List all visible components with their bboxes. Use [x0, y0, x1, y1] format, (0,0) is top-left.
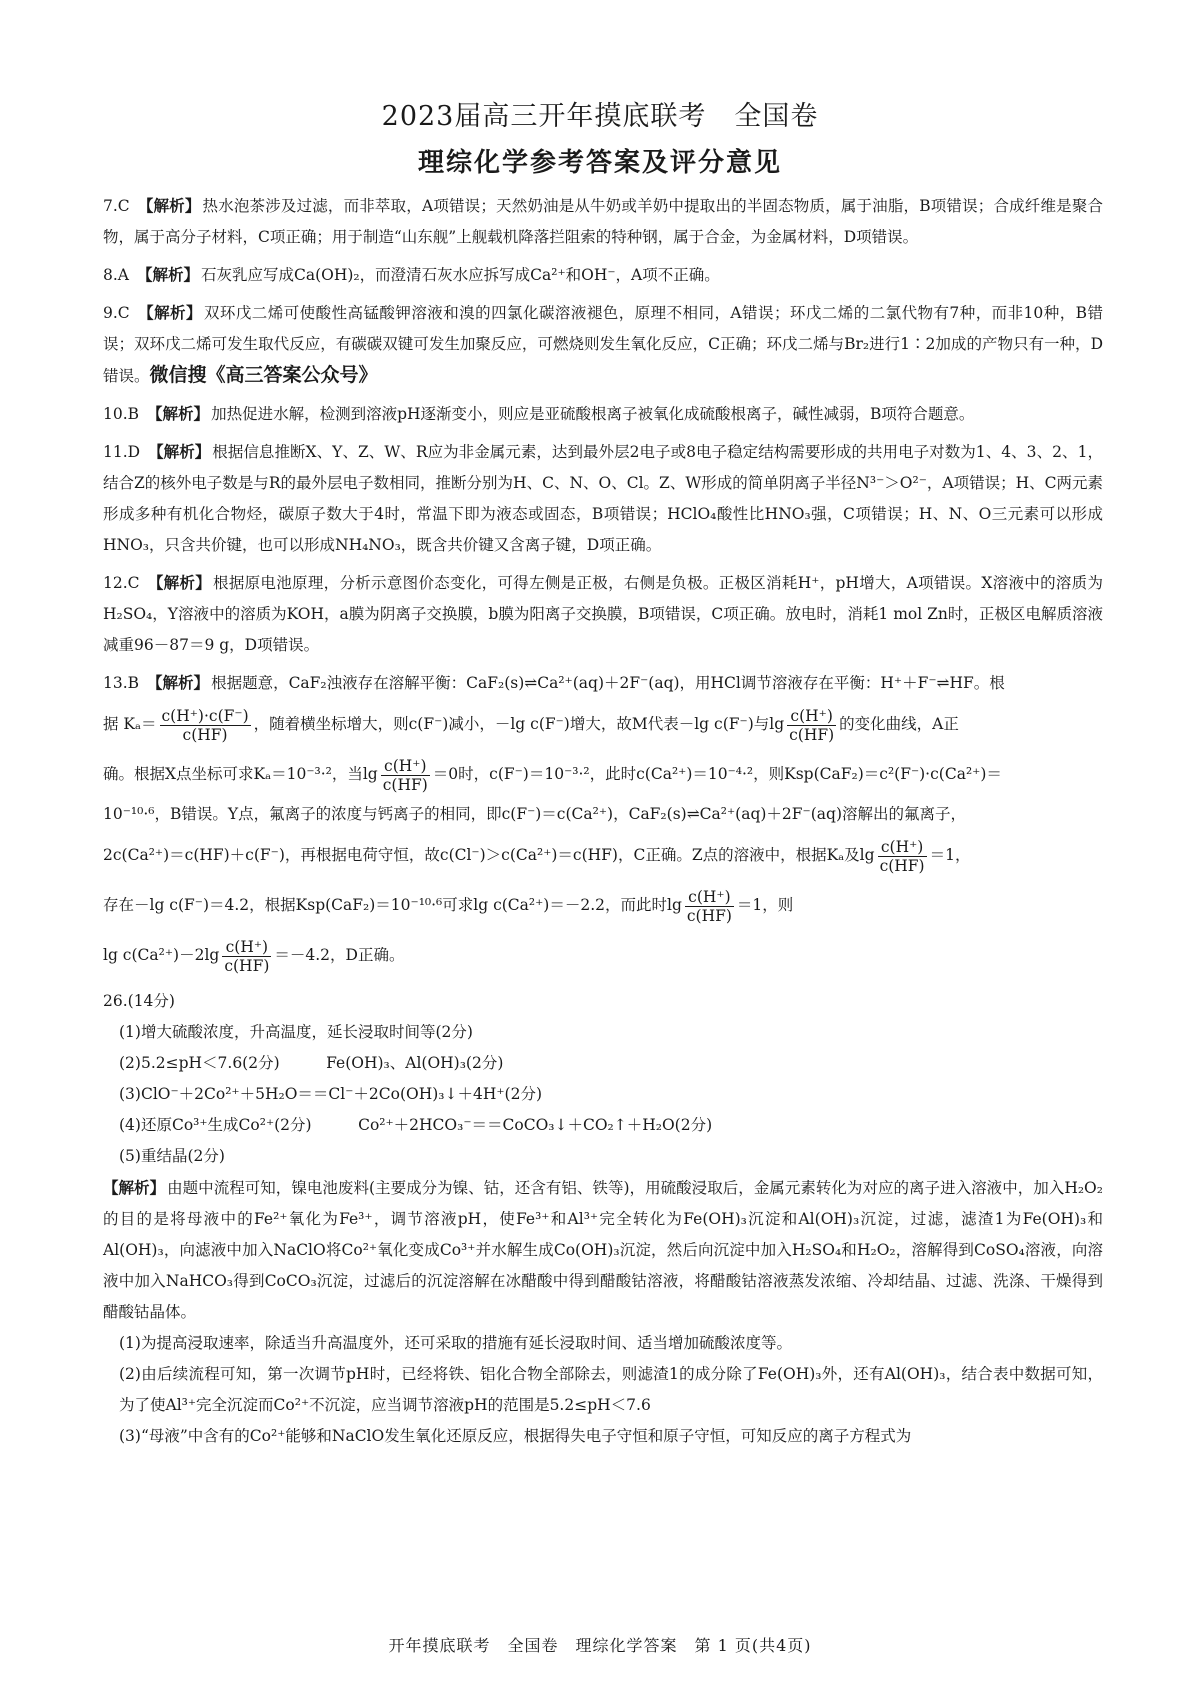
analysis-tag: 【解析】	[148, 442, 211, 461]
ka-fraction: $\frac{c(H^+)\cdot c(F^-)}{c(HF)}$	[161, 706, 249, 744]
answer-q9	[103, 297, 1103, 392]
page-subtitle: 理综化学参考答案及评分意见	[417, 148, 782, 178]
q26-answer-1: (1)增大硫酸浓度，升高温度，延长浸取时间等(2分)	[119, 1023, 473, 1041]
h-hf-fraction: $\frac{c(H^+)}{c(HF)}$	[382, 756, 428, 794]
q13-line-1: 13.B 【解析】 根据题意，CaF₂浊液存在溶解平衡：CaF₂(s)⇌Ca²⁺(aq)＋2F⁻(aq)，用HCl调节溶液存在平衡：H⁺＋F⁻⇌HF。根	[103, 673, 1005, 692]
answer-q7	[103, 190, 1103, 253]
analysis-text: 根据信息推断X、Y、Z、W、R应为非金属元素，达到最外层2电子或8电子稳定结构需要形成的共用电子对数为1、4、3、2、1，结合Z的核外电子数是与R的最外层电子数相同，推断分别为H、C、N、O、Cl。Z、W形成的简单阴离子半径N³⁻＞O²⁻，A项错误；H、C两元素形成多种有机化合物烃，碳原子数大于4时，常温下即为液态或固态，B项错误；HClO₄酸性比HNO₃强，C项错误；H、N、O三元素可以形成HNO₃，只含共价键，也可以形成NH₄NO₃，既含共价键又含离子键，D项正确。	[103, 443, 1103, 554]
analysis-text: 双环戊二烯可使酸性高锰酸钾溶液和溴的四氯化碳溶液褪色，原理不相同，A错误；环戊二烯的二氯代物有7种，而非10种，B错误；双环戊二烯可发生取代反应，有碳碳双键可发生加聚反应，可燃烧则发生氧化反应，C正确；环戊二烯与Br₂进行1∶2加成的产物只有一种，D错误。	[103, 304, 1103, 385]
page-footer: 开年摸底联考 全国卷 理综化学答案 第 1 页(共4页)	[388, 1636, 812, 1655]
q26-answer-4: (4)还原Co³⁺生成Co²⁺(2分) Co²⁺＋2HCO₃⁻＝＝CoCO₃↓＋CO₂↑＋H₂O(2分)	[119, 1116, 713, 1134]
analysis-tag: 【解析】	[136, 265, 199, 284]
q13-line-4: 10⁻¹⁰·⁶，B错误。Y点，氟离子的浓度与钙离子的相同，即c(F⁻)＝c(Ca²⁺)，CaF₂(s)⇌Ca²⁺(aq)＋2F⁻(aq)溶解出的氟离子，	[103, 805, 966, 823]
h-hf-fraction: $\frac{c(H^+)}{c(HF)}$	[686, 887, 732, 925]
analysis-tag: 【解析】	[103, 1178, 166, 1197]
analysis-text: 根据原电池原理，分析示意图价态变化，可得左侧是正极，右侧是负极。正极区消耗H⁺，pH增大，A项错误。X溶液中的溶质为H₂SO₄，Y溶液中的溶质为KOH，a膜为阴离子交换膜，b膜为阳离子交换膜，B项错误，C项正确。放电时，消耗1 mol Zn时，正极区电解质溶液减重96－87＝9 g，D项错误。	[103, 574, 1103, 654]
answer-q10	[103, 398, 1103, 430]
question-number: 10.B	[103, 405, 140, 423]
question-number: 8.A	[103, 266, 129, 284]
answer-q11	[103, 436, 1103, 561]
h-hf-fraction: $\frac{c(H^+)}{c(HF)}$	[789, 706, 835, 744]
analysis-text: 石灰乳应写成Ca(OH)₂，而澄清石灰水应拆写成Ca²⁺和OH⁻，A项不正确。	[201, 266, 720, 284]
q13-line-2: 据 Kₐ＝ $\frac{c(H^+)\cdot c(F^-)}{c(HF)}$ ，随着横坐标增大，则c(F⁻)减小，－lg c(F⁻)增大，故M代表－lg c(F⁻)与lg $\frac{c(H^+)}{c(HF)}$ 的变化曲线，A正	[103, 706, 959, 744]
q13-line-7: lg c(Ca²⁺)－2lg $\frac{c(H^+)}{c(HF)}$ ＝－4.2，D正确。	[103, 937, 405, 975]
page-title: 2023届高三开年摸底联考 全国卷	[381, 101, 819, 132]
question-number: 13.B	[103, 674, 140, 692]
q26-explain-2: (2)由后续流程可知，第一次调节pH时，已经将铁、铝化合物全部除去，则滤渣1的成分除了Fe(OH)₃外，还有Al(OH)₃，结合表中数据可知，为了使Al³⁺完全沉淀而Co²⁺不沉淀，应当调节溶液pH的范围是5.2≤pH＜7.6	[119, 1365, 1103, 1414]
q26-analysis	[103, 1172, 1103, 1328]
analysis-text: 热水泡茶涉及过滤，而非萃取，A项错误；天然奶油是从牛奶或羊奶中提取出的半固态物质，属于油脂，B项错误；合成纤维是聚合物，属于高分子材料，C项正确；用于制造“山东舰”上舰载机降落拦阻索的特种钢，属于合金，为金属材料，D项错误。	[103, 197, 1103, 246]
q26-answer-2: (2)5.2≤pH＜7.6(2分) Fe(OH)₃、Al(OH)₃(2分)	[119, 1054, 504, 1072]
q26-explain-1: (1)为提高浸取速率，除适当升高温度外，还可采取的措施有延长浸取时间、适当增加硫酸浓度等。	[119, 1334, 792, 1352]
q13-line-5: 2c(Ca²⁺)＝c(HF)＋c(F⁻)，再根据电荷守恒，故c(Cl⁻)＞c(Ca²⁺)＝c(HF)，C正确。Z点的溶液中，根据Kₐ及lg $\frac{c(H^+)}{c(HF)}$ ＝1，	[103, 837, 971, 875]
answer-content	[103, 190, 1103, 1452]
answer-q8	[103, 259, 1103, 291]
q26-answer-5: (5)重结晶(2分)	[119, 1147, 225, 1165]
h-hf-fraction: $\frac{c(H^+)}{c(HF)}$	[224, 937, 270, 975]
analysis-text: 由题中流程可知，镍电池废料(主要成分为镍、钴，还含有铝、铁等)，用硫酸浸取后，金属元素转化为对应的离子进入溶液中，加入H₂O₂的目的是将母液中的Fe²⁺氧化为Fe³⁺，调节溶液pH，使Fe³⁺和Al³⁺完全转化为Fe(OH)₃沉淀和Al(OH)₃沉淀，过滤，滤渣1为Fe(OH)₃和Al(OH)₃，向滤液中加入NaClO将Co²⁺氧化变成Co³⁺并水解生成Co(OH)₃沉淀，然后向沉淀中加入H₂SO₄和H₂O₂，溶解得到CoSO₄溶液，向溶液中加入NaHCO₃得到CoCO₃沉淀，过滤后的沉淀溶解在冰醋酸中得到醋酸钴溶液，将醋酸钴溶液蒸发浓缩、冷却结晶、过滤、洗涤、干燥得到醋酸钴晶体。	[103, 1179, 1104, 1321]
analysis-tag: 【解析】	[147, 404, 210, 423]
answer-q26	[103, 986, 1103, 1452]
q13-line-6: 存在－lg c(F⁻)＝4.2，根据Ksp(CaF₂)＝10⁻¹⁰·⁶可求lg c(Ca²⁺)＝－2.2，而此时lg $\frac{c(H^+)}{c(HF)}$ ＝1，则	[103, 887, 794, 925]
question-number: 7.C	[103, 197, 130, 215]
q13-line-3: 确。根据X点坐标可求Kₐ＝10⁻³·²，当lg $\frac{c(H^+)}{c(HF)}$ ＝0时，c(F⁻)＝10⁻³·²，此时c(Ca²⁺)＝10⁻⁴·²，则Ksp(CaF₂)＝c²(F⁻)·c(Ca²⁺)＝	[103, 756, 1002, 794]
watermark-text: 微信搜《高三答案公众号》	[149, 364, 378, 386]
analysis-tag: 【解析】	[147, 673, 210, 692]
answer-q13	[103, 667, 1103, 980]
question-number: 12.C	[103, 574, 140, 592]
h-hf-fraction: $\frac{c(H^+)}{c(HF)}$	[879, 837, 925, 875]
question-number: 11.D	[103, 443, 141, 461]
question-number: 9.C	[103, 304, 130, 322]
analysis-tag: 【解析】	[137, 196, 201, 215]
analysis-tag: 【解析】	[147, 573, 212, 592]
answer-q12	[103, 567, 1103, 661]
q26-answer-3: (3)ClO⁻＋2Co²⁺＋5H₂O＝＝Cl⁻＋2Co(OH)₃↓＋4H⁺(2分)	[119, 1085, 542, 1103]
analysis-tag: 【解析】	[137, 303, 202, 322]
q26-explain-3: (3)“母液”中含有的Co²⁺能够和NaClO发生氧化还原反应，根据得失电子守恒和原子守恒，可知反应的离子方程式为	[119, 1427, 912, 1445]
analysis-text: 加热促进水解，检测到溶液pH逐渐变小，则应是亚硫酸根离子被氧化成硫酸根离子，碱性减弱，B项符合题意。	[211, 405, 975, 423]
q26-heading: 26.(14分)	[103, 992, 175, 1010]
